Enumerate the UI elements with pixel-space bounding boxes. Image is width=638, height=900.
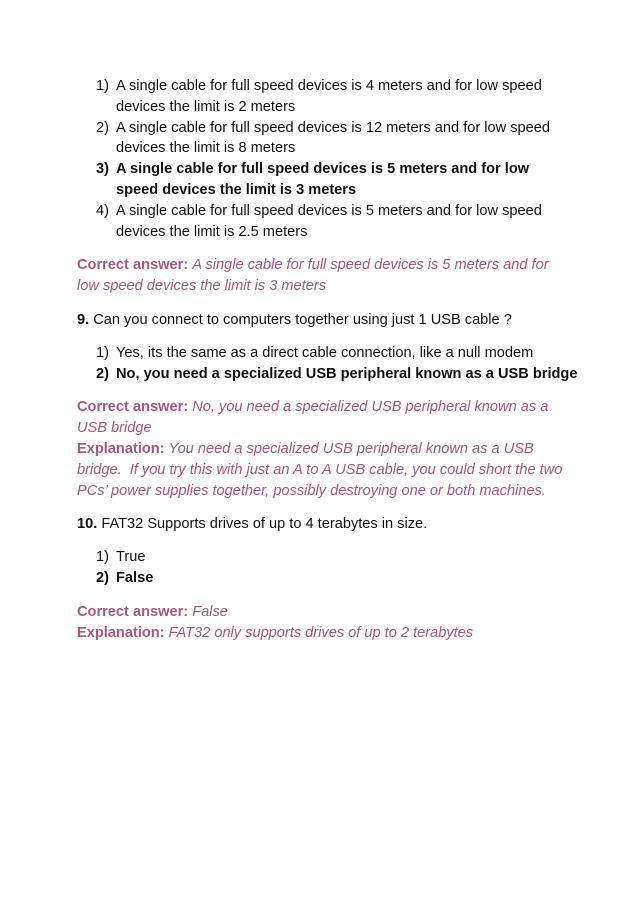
option-text: False [116,569,154,586]
q9-explanation [77,439,567,501]
question-text: Can you connect to computers together using just 1 USB cable ? [93,311,512,328]
option-text: A single cable for full speed devices is 5 meters and for low speed devices the limit is 2.5 meters [116,202,542,240]
option-text: True [116,549,146,566]
correct-answer-value: False [192,603,228,620]
option-number: 1) [96,344,109,361]
q10-option-1 [96,547,567,568]
correct-answer-label: Correct answer: [77,257,189,274]
q10-correct-answer [77,602,567,623]
option-number: 2) [96,119,109,136]
option-text: A single cable for full speed devices is 12 meters and for low speed devices the limit is 8 meters [116,119,550,157]
q10-question [77,514,567,535]
q8-options [77,76,567,242]
q10-options [77,547,567,589]
q8-option-4 [96,201,567,243]
q8-option-3-selected [96,159,567,201]
option-text: A single cable for full speed devices is 4 meters and for low speed devices the limit is 2 meters [116,78,542,115]
option-number: 4) [96,202,109,219]
q8-option-2 [96,118,567,160]
question-number: 10. [77,516,98,533]
explanation-value: You need a specialized USB peripheral known as a USB bridge. If you try this with just an A to A USB cable, you could short the two PCs’ power supplies together, possibly destroying one or both machines. [77,440,567,499]
question-number: 9. [77,311,90,328]
explanation-label: Explanation: [77,624,165,641]
option-text: Yes, its the same as a direct cable connection, like a null modem [116,344,534,361]
q9-options [77,343,578,385]
option-number: 2) [96,365,109,382]
q9-option-1 [96,343,567,364]
option-number: 3) [96,161,109,178]
option-text: A single cable for full speed devices is 5 meters and for low speed devices the limit is 3 meters [116,161,530,198]
option-number: 2) [96,569,109,586]
correct-answer-label: Correct answer: [77,399,189,416]
q9-question [77,310,567,331]
option-text: No, you need a specialized USB peripheral known as a USB bridge [116,365,578,382]
q9-correct-answer [77,397,567,439]
q10-option-2-selected [96,568,567,589]
correct-answer-value: A single cable for full speed devices is 5 meters and for low speed devices the limit is 3 meters [77,257,549,295]
correct-answer-label: Correct answer: [77,603,189,620]
question-text: FAT32 Supports drives of up to 4 terabytes in size. [101,516,428,533]
correct-answer-value: No, you need a specialized USB peripheral known as a USB bridge [77,399,549,437]
option-number: 1) [96,78,109,94]
quiz-page [77,76,578,643]
q8-correct-answer [77,255,567,297]
q8-option-1 [96,76,567,118]
explanation-label: Explanation: [77,440,165,457]
explanation-value: FAT32 only supports drives of up to 2 terabytes [168,624,474,641]
q10-explanation [77,623,567,644]
option-number: 1) [96,549,109,566]
q9-option-2-selected [96,364,578,385]
